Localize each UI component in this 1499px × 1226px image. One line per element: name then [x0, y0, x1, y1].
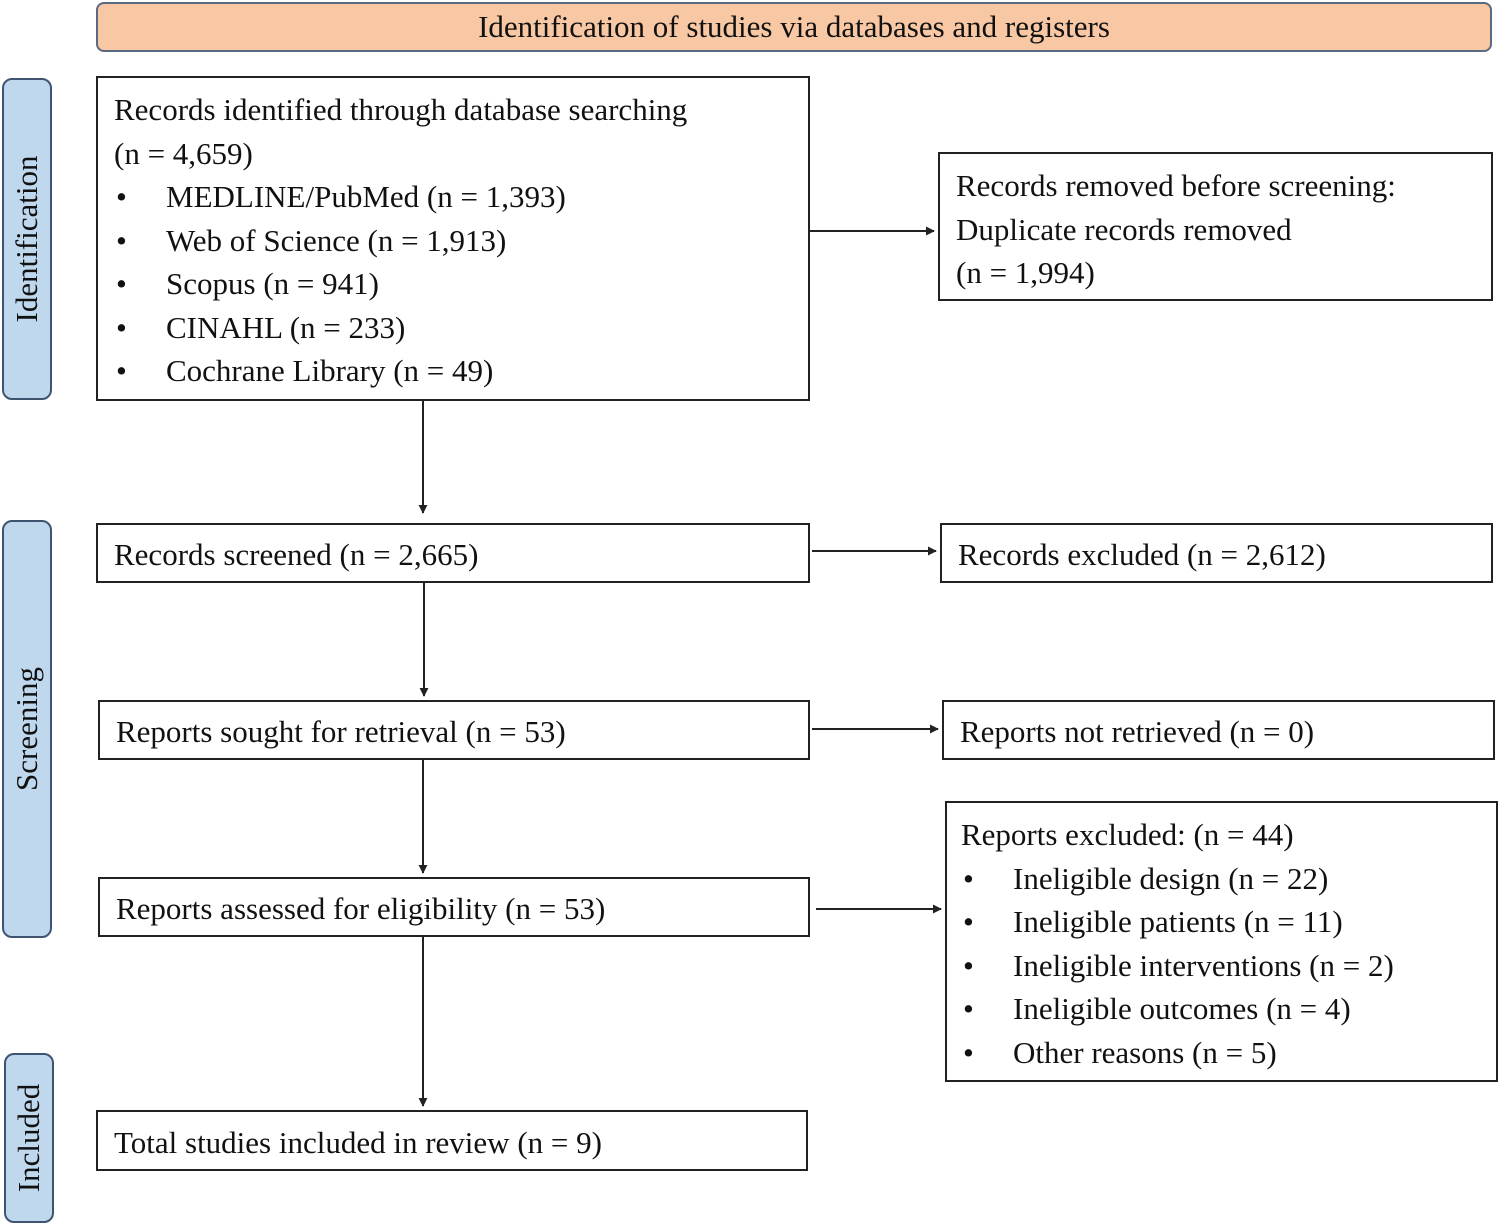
records-identified-total: (n = 4,659) — [114, 135, 253, 171]
bullet-mark: • — [116, 266, 127, 301]
source-label: Scopus (n = 941) — [166, 266, 379, 301]
exclusion-reason-label: Ineligible outcomes (n = 4) — [1013, 991, 1351, 1026]
bullet-mark: • — [116, 309, 127, 345]
exclusion-reason-label: Ineligible patients (n = 11) — [1013, 904, 1343, 939]
bullet-mark: • — [963, 947, 974, 983]
records-removed-line2: Duplicate records removed — [956, 211, 1292, 247]
exclusion-reason-item — [961, 987, 1496, 1031]
bullet-mark: • — [116, 222, 127, 258]
header-title: Identification of studies via databases and registers — [478, 9, 1110, 44]
records-screened-label: Records screened (n = 2,665) — [114, 537, 479, 572]
exclusion-reason-item — [961, 900, 1496, 944]
records-identified-line1: Records identified through database searching — [114, 92, 688, 127]
reports-sought-box — [98, 700, 810, 760]
source-item — [114, 219, 808, 263]
exclusion-reason-item — [961, 857, 1496, 901]
exclusion-reason-item — [961, 1031, 1496, 1075]
bullet-mark: • — [116, 353, 127, 388]
stage-included-label: Included — [11, 1083, 46, 1193]
stage-included — [4, 1053, 54, 1223]
stage-identification-label: Identification — [9, 155, 44, 323]
reports-sought-label: Reports sought for retrieval (n = 53) — [116, 714, 566, 749]
records-excluded-box — [940, 523, 1493, 583]
total-included-label: Total studies included in review (n = 9) — [114, 1125, 602, 1160]
source-item — [114, 349, 808, 393]
stage-screening-label: Screening — [9, 667, 44, 791]
source-label: Cochrane Library (n = 49) — [166, 353, 494, 388]
source-item — [114, 306, 808, 350]
exclusion-reason-label: Other reasons (n = 5) — [1013, 1034, 1277, 1070]
bullet-mark: • — [963, 860, 974, 896]
bullet-mark: • — [963, 991, 974, 1026]
reports-assessed-box — [98, 877, 810, 937]
total-included-box — [96, 1110, 808, 1171]
records-screened-box — [96, 523, 810, 583]
records-removed-count: (n = 1,994) — [956, 255, 1095, 290]
reports-not-retrieved-box — [942, 700, 1495, 760]
records-excluded-label: Records excluded (n = 2,612) — [958, 537, 1326, 572]
bullet-mark: • — [116, 179, 127, 214]
exclusion-reason-label: Ineligible interventions (n = 2) — [1013, 947, 1394, 983]
reports-excluded-box — [945, 801, 1498, 1082]
source-label: MEDLINE/PubMed (n = 1,393) — [166, 179, 566, 214]
reports-not-retrieved-label: Reports not retrieved (n = 0) — [960, 714, 1315, 749]
records-removed-line1: Records removed before screening: — [956, 168, 1396, 203]
source-item — [114, 175, 808, 219]
exclusion-reason-item — [961, 944, 1496, 988]
bullet-mark: • — [963, 904, 974, 939]
diagram-header — [96, 2, 1492, 52]
exclusion-reason-label: Ineligible design (n = 22) — [1013, 860, 1329, 896]
stage-screening — [2, 520, 52, 938]
stage-identification — [2, 78, 52, 400]
source-item — [114, 262, 808, 306]
reports-excluded-title: Reports excluded: (n = 44) — [961, 817, 1294, 852]
source-label: Web of Science (n = 1,913) — [166, 222, 507, 258]
source-label: CINAHL (n = 233) — [166, 309, 406, 345]
records-identified-box — [96, 76, 810, 401]
bullet-mark: • — [963, 1034, 974, 1070]
records-removed-box — [938, 152, 1493, 301]
reports-assessed-label: Reports assessed for eligibility (n = 53) — [116, 891, 606, 926]
